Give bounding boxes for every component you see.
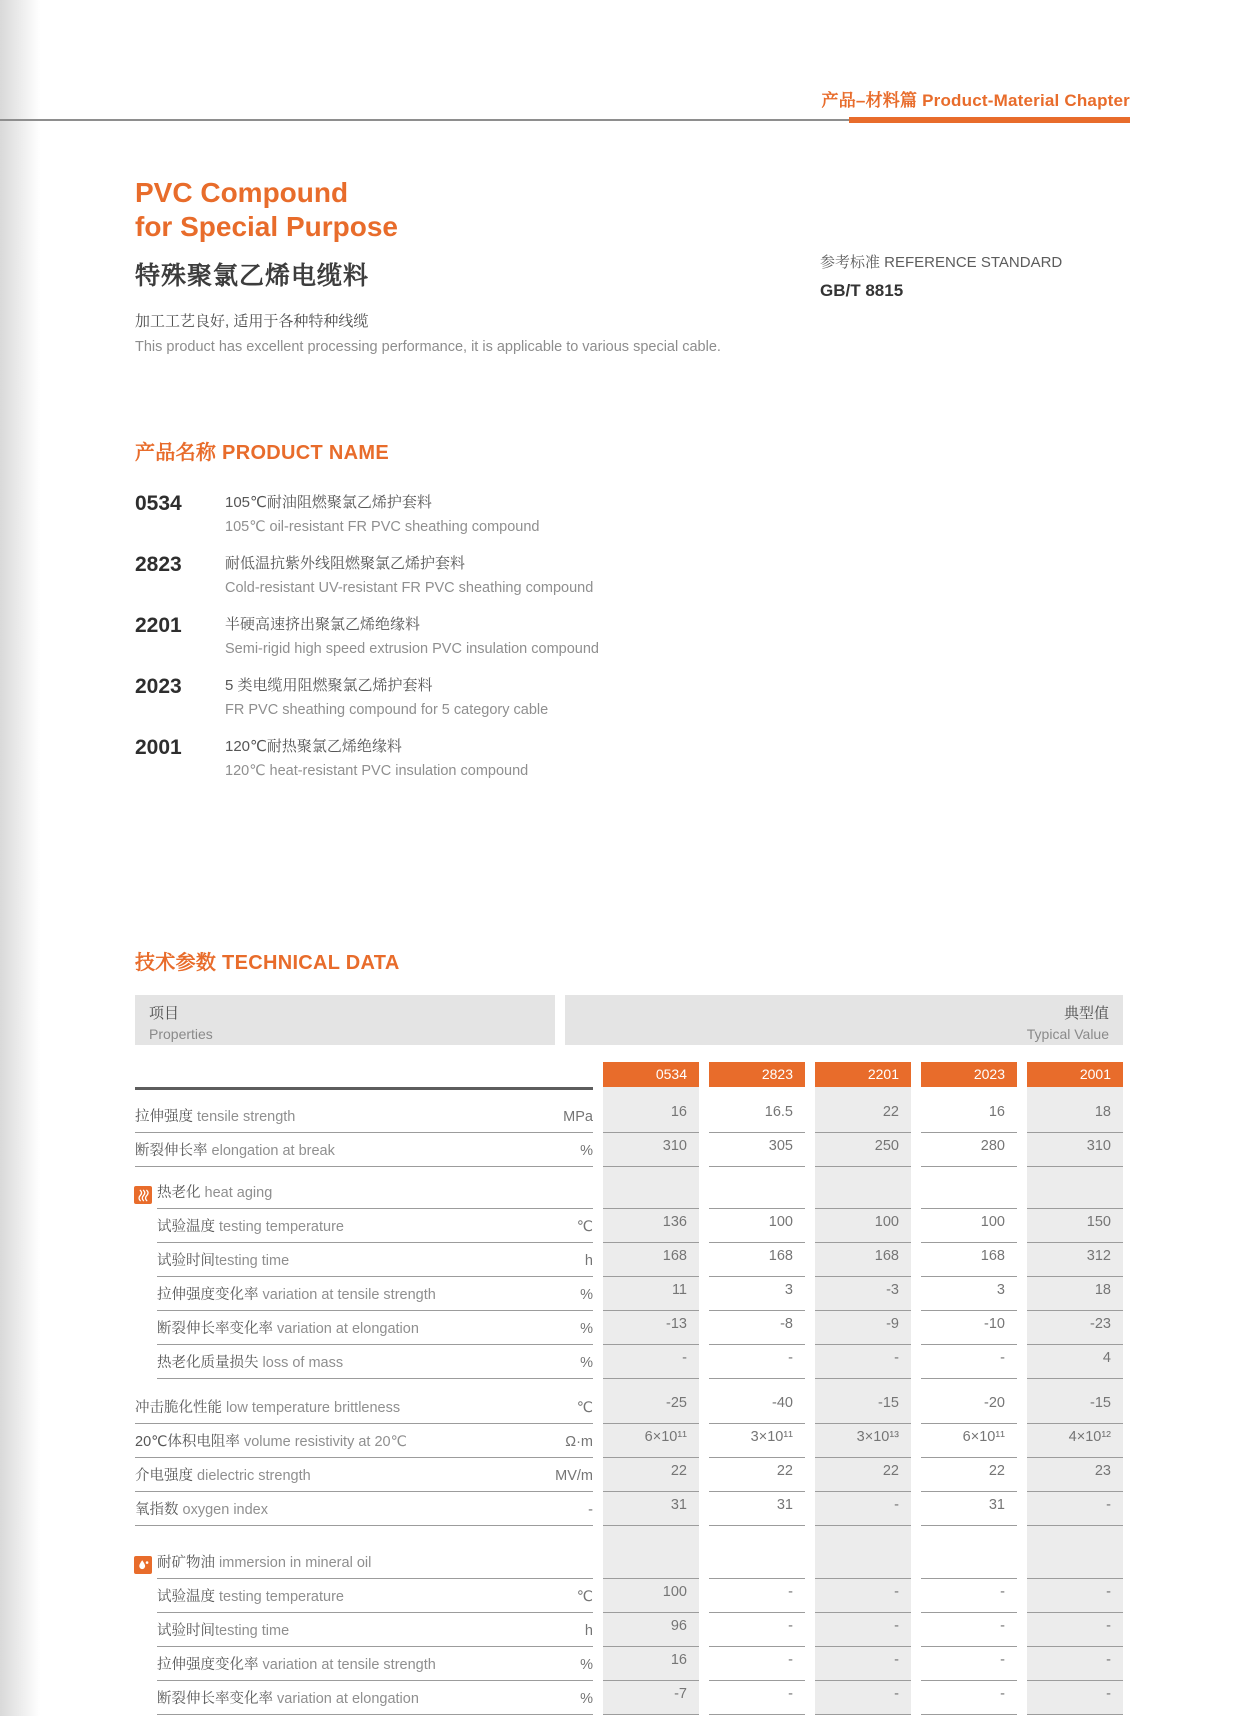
heat-wave-icon	[134, 1186, 152, 1204]
value-cell: 31	[603, 1492, 699, 1526]
product-item	[135, 735, 835, 779]
property-cell	[157, 1681, 593, 1715]
value-cell: -	[1027, 1492, 1123, 1526]
value-cell	[921, 1167, 1017, 1209]
value-cell	[921, 1537, 1017, 1579]
column-header-2001: 2001	[1027, 1062, 1123, 1087]
property-label	[135, 1396, 400, 1417]
value-cell	[815, 1537, 911, 1579]
value-cell: -	[921, 1345, 1017, 1379]
unit-label: MPa	[563, 1109, 593, 1125]
value-cell: 136	[603, 1209, 699, 1243]
property-label-zh: 断裂伸长率变化率	[157, 1691, 273, 1707]
value-cell: -	[1027, 1579, 1123, 1613]
column-header-2023: 2023	[921, 1062, 1017, 1087]
value-cell	[709, 1379, 805, 1390]
property-cell	[157, 1647, 593, 1681]
property-label-en: low temperature brittleness	[222, 1400, 401, 1416]
value-cell: 18	[1027, 1087, 1123, 1133]
value-cell: -	[815, 1345, 911, 1379]
value-cell: -	[921, 1647, 1017, 1681]
value-cell: 22	[815, 1458, 911, 1492]
value-cell	[1027, 1167, 1123, 1209]
value-cell: 4	[1027, 1345, 1123, 1379]
property-label	[157, 1687, 419, 1708]
property-label-en: variation at elongation	[273, 1691, 419, 1707]
property-label-en: tensile strength	[193, 1109, 296, 1125]
value-cell: 310	[603, 1133, 699, 1167]
column-header-2823: 2823	[709, 1062, 805, 1087]
value-cell: -8	[709, 1311, 805, 1345]
value-cell	[603, 1537, 699, 1579]
value-cell	[1027, 1537, 1123, 1579]
product-name-en: 120℃ heat-resistant PVC insulation compound	[225, 763, 529, 779]
property-label	[135, 1498, 268, 1519]
property-label-zh: 耐矿物油	[157, 1555, 215, 1571]
value-cell	[815, 1379, 911, 1390]
column-header-2201: 2201	[815, 1062, 911, 1087]
value-cell: -13	[603, 1311, 699, 1345]
value-cell: -15	[1027, 1390, 1123, 1424]
property-label	[157, 1249, 289, 1270]
value-cell: 3×10¹³	[815, 1424, 911, 1458]
table-row	[135, 1379, 1123, 1390]
table-row	[135, 1133, 1123, 1167]
value-cell: 6×10¹¹	[603, 1424, 699, 1458]
value-cell: 22	[815, 1087, 911, 1133]
property-label	[157, 1283, 436, 1304]
unit-label: h	[584, 1623, 593, 1639]
product-description	[225, 674, 548, 718]
value-cell	[709, 1526, 805, 1537]
property-label-en: immersion in mineral oil	[215, 1555, 372, 1571]
property-label-zh: 断裂伸长率变化率	[157, 1321, 273, 1337]
product-code: 0534	[135, 492, 182, 515]
value-cell	[1027, 1379, 1123, 1390]
property-cell	[157, 1209, 593, 1243]
product-code: 2823	[135, 553, 182, 576]
value-cell: -	[1027, 1613, 1123, 1647]
unit-label: -	[588, 1502, 593, 1518]
product-name-zh: 120℃耐热聚氯乙烯绝缘料	[225, 738, 402, 755]
product-name-section	[135, 436, 835, 796]
value-cell: 96	[603, 1613, 699, 1647]
property-cell	[135, 1379, 593, 1390]
reference-standard-value: GB/T 8815	[820, 281, 904, 300]
value-cell: -3	[815, 1277, 911, 1311]
table-column-headers	[135, 1062, 1123, 1087]
value-cell: -23	[1027, 1311, 1123, 1345]
value-cell	[709, 1537, 805, 1579]
property-cell	[135, 1390, 593, 1424]
product-name-en: FR PVC sheathing compound for 5 category cable	[225, 702, 549, 718]
value-cell: 168	[815, 1243, 911, 1277]
value-cell: 168	[603, 1243, 699, 1277]
value-cell	[1027, 1526, 1123, 1537]
product-name-en: Semi-rigid high speed extrusion PVC insulation compound	[225, 641, 599, 657]
property-label-zh: 拉伸强度	[135, 1109, 193, 1125]
value-cell: 3	[921, 1277, 1017, 1311]
product-name-zh: 105℃耐油阻燃聚氯乙烯护套料	[225, 494, 432, 511]
title-en-line2: for Special Purpose	[135, 211, 398, 242]
table-row	[135, 1311, 1123, 1345]
property-label	[135, 1139, 335, 1160]
table-row	[135, 1390, 1123, 1424]
property-label	[135, 1430, 407, 1451]
unit-label: Ω·m	[565, 1434, 593, 1450]
product-name-heading: 产品名称 PRODUCT NAME	[135, 442, 389, 464]
property-label	[157, 1585, 344, 1606]
property-cell	[135, 1458, 593, 1492]
product-description	[225, 491, 540, 535]
table-row	[135, 1492, 1123, 1526]
value-cell: 310	[1027, 1133, 1123, 1167]
title-zh: 特殊聚氯乙烯电缆料	[135, 262, 370, 290]
product-item	[135, 613, 835, 657]
value-cell: -	[709, 1613, 805, 1647]
property-cell	[157, 1277, 593, 1311]
value-cell	[921, 1526, 1017, 1537]
table-row	[135, 1209, 1123, 1243]
value-cell: 16.5	[709, 1087, 805, 1133]
value-cell: 4×10¹²	[1027, 1424, 1123, 1458]
value-cell: 22	[603, 1458, 699, 1492]
typical-value-header	[565, 995, 1123, 1045]
property-label-zh: 20℃体积电阻率	[135, 1434, 240, 1450]
typical-value-header-en: Typical Value	[1026, 1026, 1109, 1042]
product-name-zh: 半硬高速挤出聚氯乙烯绝缘料	[225, 616, 421, 633]
value-cell: 31	[709, 1492, 805, 1526]
property-label-en: testing temperature	[215, 1219, 344, 1235]
product-description	[225, 552, 593, 596]
property-label-en: dielectric strength	[193, 1468, 311, 1484]
value-cell: -9	[815, 1311, 911, 1345]
unit-label: h	[584, 1253, 593, 1269]
value-cell: 16	[603, 1647, 699, 1681]
unit-label: ℃	[576, 1589, 593, 1605]
reference-standard-label: 参考标准 REFERENCE STANDARD	[820, 254, 1063, 271]
property-label-en: elongation at break	[207, 1143, 335, 1159]
oil-drop-icon	[134, 1556, 152, 1574]
property-label-en: testing time	[215, 1253, 290, 1269]
table-row	[135, 1277, 1123, 1311]
value-cell: 3	[709, 1277, 805, 1311]
value-cell: 100	[815, 1209, 911, 1243]
property-label-zh: 拉伸强度变化率	[157, 1657, 259, 1673]
value-cell: 16	[921, 1087, 1017, 1133]
value-cell: 280	[921, 1133, 1017, 1167]
value-cell: -	[815, 1681, 911, 1715]
value-cell: 100	[921, 1209, 1017, 1243]
value-cell: 16	[603, 1087, 699, 1133]
table-row	[135, 1613, 1123, 1647]
unit-label: ℃	[576, 1400, 593, 1416]
table-row	[135, 1458, 1123, 1492]
property-label-zh: 试验温度	[157, 1589, 215, 1605]
value-cell	[709, 1167, 805, 1209]
product-item	[135, 491, 835, 535]
table-row	[135, 1526, 1123, 1537]
property-label-en: loss of mass	[258, 1355, 344, 1371]
product-description	[225, 613, 599, 657]
value-cell	[921, 1379, 1017, 1390]
value-cell: -15	[815, 1390, 911, 1424]
value-cell: -	[815, 1579, 911, 1613]
product-code: 2201	[135, 614, 182, 637]
product-item	[135, 674, 835, 718]
property-label-zh: 氧指数	[135, 1502, 179, 1518]
property-label-en: variation at tensile strength	[258, 1287, 436, 1303]
value-cell	[603, 1167, 699, 1209]
unit-label: %	[580, 1657, 593, 1673]
property-label-en: volume resistivity at 20℃	[239, 1434, 407, 1450]
value-cell: -	[603, 1345, 699, 1379]
value-cell: 250	[815, 1133, 911, 1167]
value-cell: 168	[921, 1243, 1017, 1277]
value-cell: -25	[603, 1390, 699, 1424]
intro-en: This product has excellent processing performance, it is applicable to various special cable.	[135, 339, 721, 355]
unit-label: %	[580, 1355, 593, 1371]
properties-header	[135, 995, 555, 1045]
product-item	[135, 552, 835, 596]
value-cell: -	[1027, 1647, 1123, 1681]
property-label-en: testing temperature	[215, 1589, 344, 1605]
property-label-en: variation at elongation	[273, 1321, 419, 1337]
table-row	[135, 1345, 1123, 1379]
value-cell: -	[709, 1681, 805, 1715]
header-rule-accent	[849, 117, 1130, 123]
value-cell: 168	[709, 1243, 805, 1277]
value-cell: 18	[1027, 1277, 1123, 1311]
property-cell	[135, 1133, 593, 1167]
group-header-cell	[157, 1167, 593, 1209]
table-header-band	[135, 995, 1123, 1045]
value-cell: -40	[709, 1390, 805, 1424]
value-cell: -7	[603, 1681, 699, 1715]
property-label-zh: 冲击脆化性能	[135, 1400, 222, 1416]
table-body	[135, 1087, 1123, 1715]
reference-standard	[820, 251, 1062, 301]
product-code: 2023	[135, 675, 182, 698]
value-cell: 312	[1027, 1243, 1123, 1277]
property-label-zh: 介电强度	[135, 1468, 193, 1484]
table-row	[135, 1647, 1123, 1681]
page-title	[135, 176, 398, 292]
property-label-zh: 试验时间	[157, 1623, 215, 1639]
value-cell	[603, 1379, 699, 1390]
property-cell	[157, 1311, 593, 1345]
unit-label: %	[580, 1143, 593, 1159]
property-label	[157, 1317, 419, 1338]
unit-label: %	[580, 1287, 593, 1303]
property-label-zh: 断裂伸长率	[135, 1143, 208, 1159]
value-cell: -	[921, 1681, 1017, 1715]
value-cell: -	[921, 1613, 1017, 1647]
value-cell: -10	[921, 1311, 1017, 1345]
properties-header-zh: 项目	[149, 1005, 180, 1022]
value-cell: 150	[1027, 1209, 1123, 1243]
value-cell: -	[815, 1647, 911, 1681]
technical-data-heading: 技术参数 TECHNICAL DATA	[135, 952, 400, 974]
chapter-header: 产品–材料篇 Product-Material Chapter	[821, 91, 1130, 110]
product-name-zh: 耐低温抗紫外线阻燃聚氯乙烯护套料	[225, 555, 466, 572]
value-cell: 6×10¹¹	[921, 1424, 1017, 1458]
intro-text	[135, 310, 721, 355]
property-label	[135, 1105, 295, 1126]
product-name-en: 105℃ oil-resistant FR PVC sheathing compound	[225, 519, 540, 535]
product-name-zh: 5 类电缆用阻燃聚氯乙烯护套料	[225, 677, 433, 694]
property-label-zh: 试验时间	[157, 1253, 215, 1269]
group-header-cell	[157, 1537, 593, 1579]
property-label-zh: 热老化	[157, 1185, 201, 1201]
value-cell: 22	[921, 1458, 1017, 1492]
value-cell: -20	[921, 1390, 1017, 1424]
property-label	[157, 1181, 272, 1202]
value-cell: 100	[709, 1209, 805, 1243]
property-cell	[157, 1345, 593, 1379]
property-label	[157, 1551, 371, 1572]
product-name-en: Cold-resistant UV-resistant FR PVC sheathing compound	[225, 580, 594, 596]
property-label	[135, 1464, 311, 1485]
table-row	[135, 1537, 1123, 1579]
product-description	[225, 735, 528, 779]
value-cell	[815, 1167, 911, 1209]
value-cell: 100	[603, 1579, 699, 1613]
property-label-zh: 试验温度	[157, 1219, 215, 1235]
property-cell	[157, 1243, 593, 1277]
table-row	[135, 1167, 1123, 1209]
value-cell: -	[921, 1579, 1017, 1613]
property-cell	[157, 1579, 593, 1613]
product-list	[135, 491, 835, 779]
property-cell	[135, 1424, 593, 1458]
property-label	[157, 1215, 344, 1236]
title-en-line1: PVC Compound	[135, 177, 349, 208]
property-label-zh: 热老化质量损失	[157, 1355, 259, 1371]
property-cell	[135, 1492, 593, 1526]
unit-label: MV/m	[555, 1468, 593, 1484]
value-cell: -	[709, 1647, 805, 1681]
value-cell: 11	[603, 1277, 699, 1311]
value-cell: 22	[709, 1458, 805, 1492]
unit-label: %	[580, 1321, 593, 1337]
property-label-zh: 拉伸强度变化率	[157, 1287, 259, 1303]
property-cell	[157, 1613, 593, 1647]
property-label-en: oxygen index	[178, 1502, 268, 1518]
property-label-en: heat aging	[200, 1185, 273, 1201]
table-row	[135, 1681, 1123, 1715]
value-cell	[815, 1526, 911, 1537]
page-left-shadow	[0, 0, 40, 1716]
property-label	[157, 1619, 289, 1640]
unit-label: ℃	[576, 1219, 593, 1235]
property-cell	[135, 1526, 593, 1537]
value-cell: -	[1027, 1681, 1123, 1715]
value-cell	[603, 1526, 699, 1537]
product-code: 2001	[135, 736, 182, 759]
property-label	[157, 1351, 343, 1372]
table-row	[135, 1424, 1123, 1458]
value-cell: -	[709, 1579, 805, 1613]
property-cell	[135, 1087, 593, 1133]
property-label	[157, 1653, 436, 1674]
value-cell: 31	[921, 1492, 1017, 1526]
column-header-spacer	[135, 1062, 593, 1087]
value-cell: -	[709, 1345, 805, 1379]
intro-zh: 加工工艺良好, 适用于各种特种线缆	[135, 313, 369, 330]
column-header-0534: 0534	[603, 1062, 699, 1087]
value-cell: -	[815, 1492, 911, 1526]
header-rule	[0, 119, 849, 121]
table-row	[135, 1243, 1123, 1277]
technical-data-section	[135, 946, 1123, 1715]
typical-value-header-zh: 典型值	[1063, 1005, 1109, 1022]
unit-label: %	[580, 1691, 593, 1707]
property-label-en: testing time	[215, 1623, 290, 1639]
table-row	[135, 1579, 1123, 1613]
value-cell: 305	[709, 1133, 805, 1167]
properties-header-en: Properties	[149, 1026, 213, 1042]
value-cell: 3×10¹¹	[709, 1424, 805, 1458]
value-cell: 23	[1027, 1458, 1123, 1492]
property-label-en: variation at tensile strength	[258, 1657, 436, 1673]
table-row	[135, 1087, 1123, 1133]
value-cell: -	[815, 1613, 911, 1647]
